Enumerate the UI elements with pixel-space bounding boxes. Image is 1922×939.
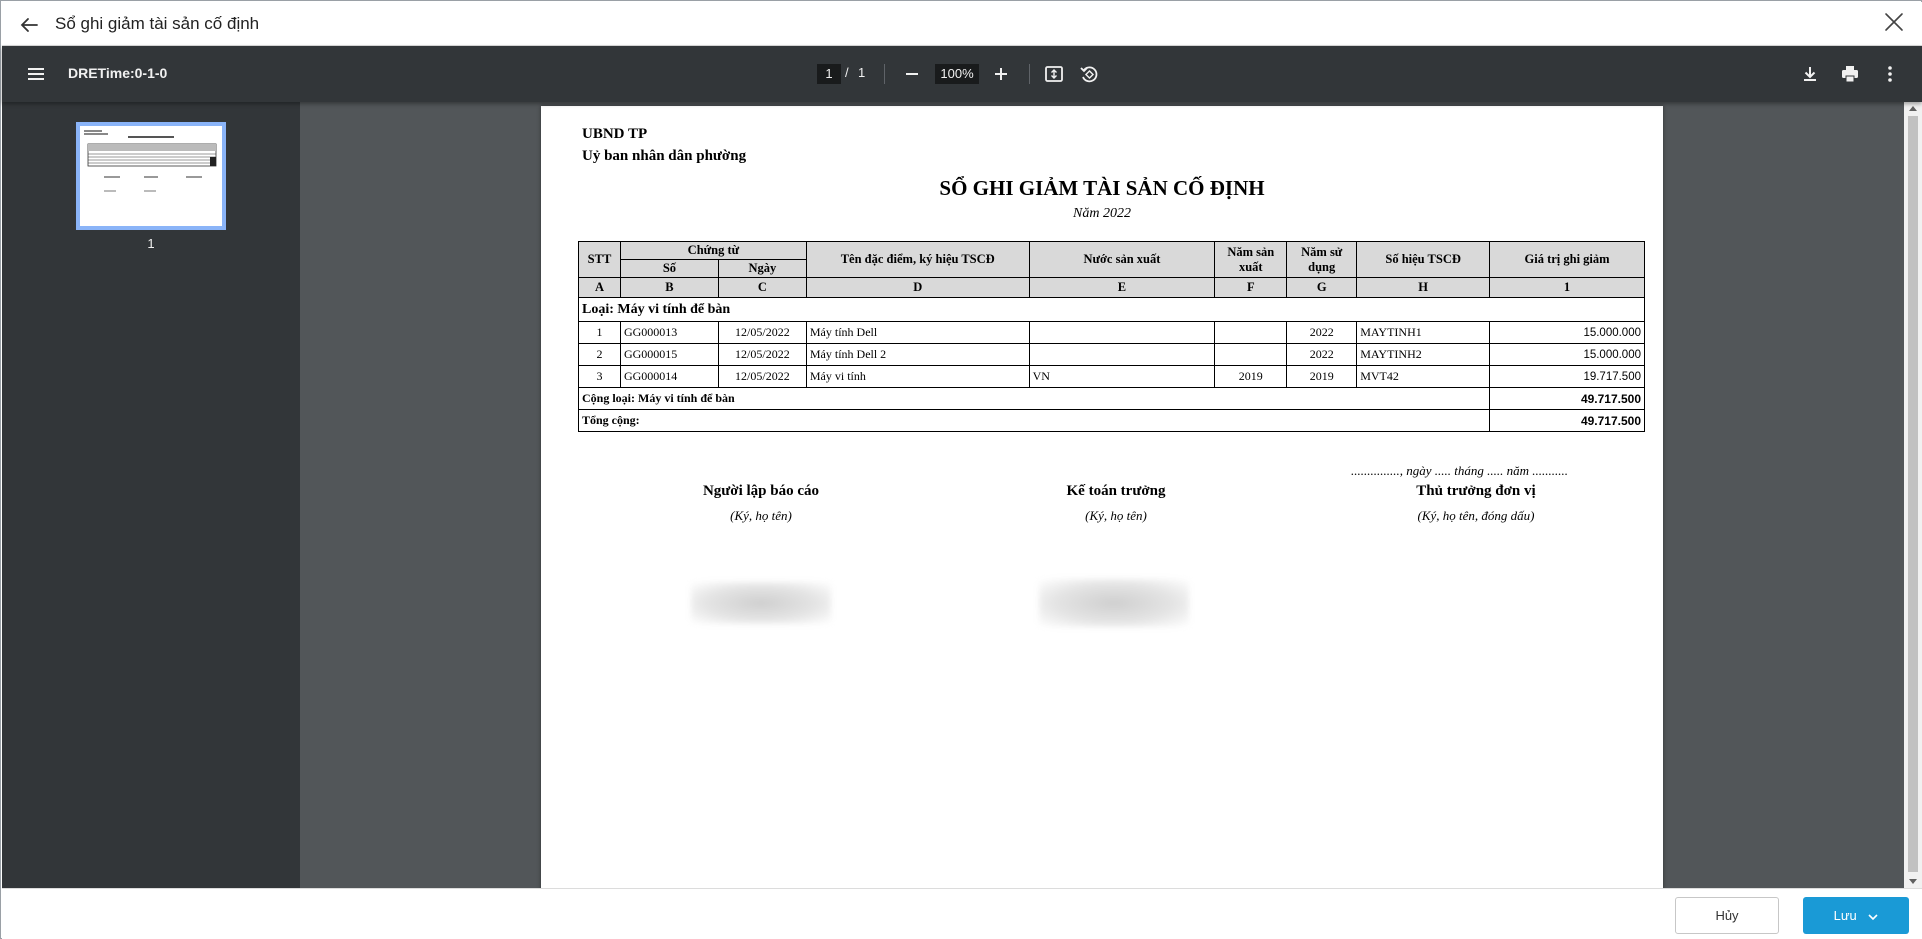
vertical-scrollbar[interactable] bbox=[1904, 102, 1922, 888]
header-gia-tri: Giá trị ghi giảm bbox=[1490, 242, 1645, 278]
save-button[interactable] bbox=[1803, 897, 1909, 934]
cell-stt: 3 bbox=[579, 366, 621, 388]
document-title: DRETime:0-1-0 bbox=[68, 65, 168, 81]
cell-ngay: 12/05/2022 bbox=[718, 344, 806, 366]
signer-chief-accountant bbox=[986, 483, 1246, 524]
scroll-down-arrow-icon[interactable] bbox=[1909, 879, 1917, 884]
header-stt: STT bbox=[579, 242, 621, 278]
signer-title: Kế toán trưởng bbox=[1066, 483, 1166, 499]
cell-ten: Máy vi tính bbox=[806, 366, 1029, 388]
page-thumbnail[interactable] bbox=[76, 122, 226, 230]
cell-so-hieu: MVT42 bbox=[1357, 366, 1490, 388]
cell-so-hieu: MAYTINH1 bbox=[1357, 322, 1490, 344]
pdf-page bbox=[541, 106, 1663, 888]
table-row bbox=[579, 344, 1645, 366]
header-so: Số bbox=[620, 260, 718, 278]
cell-ngay: 12/05/2022 bbox=[718, 366, 806, 388]
group-label: Loại: Máy vi tính để bàn bbox=[579, 298, 1645, 322]
thumbnail-sidebar bbox=[2, 102, 300, 888]
header-nam-sd: Năm sử dụng bbox=[1287, 242, 1357, 278]
total-row bbox=[579, 410, 1645, 432]
org-line-1: UBND TP bbox=[582, 126, 648, 142]
signer-preparer bbox=[631, 483, 891, 524]
cell-nam-sd: 2022 bbox=[1287, 344, 1357, 366]
cell-so-hieu: MAYTINH2 bbox=[1357, 344, 1490, 366]
download-icon[interactable] bbox=[1796, 60, 1824, 88]
close-icon[interactable] bbox=[1880, 8, 1908, 36]
cell-so: GG000013 bbox=[620, 322, 718, 344]
header-chung-tu: Chứng từ bbox=[620, 242, 806, 260]
dialog-footer bbox=[2, 888, 1922, 939]
cancel-button[interactable]: Hủy bbox=[1675, 897, 1779, 934]
code-cell: E bbox=[1029, 278, 1215, 298]
subtotal-row bbox=[579, 388, 1645, 410]
redacted-signature bbox=[691, 582, 831, 624]
table-row bbox=[579, 322, 1645, 344]
cell-stt: 1 bbox=[579, 322, 621, 344]
cell-gia-tri: 15.000.000 bbox=[1490, 344, 1645, 366]
total-value: 49.717.500 bbox=[1490, 410, 1645, 432]
cell-so: GG000015 bbox=[620, 344, 718, 366]
org-line-2: Uỷ ban nhân dân phường bbox=[582, 148, 747, 164]
signer-note: (Ký, họ tên) bbox=[1085, 508, 1147, 523]
zoom-input[interactable]: 100% bbox=[935, 64, 979, 84]
rotate-icon[interactable] bbox=[1075, 60, 1103, 88]
cell-ngay: 12/05/2022 bbox=[718, 322, 806, 344]
save-button-label: Lưu bbox=[1833, 908, 1857, 923]
zoom-in-icon[interactable] bbox=[987, 60, 1015, 88]
cell-nam-sx bbox=[1215, 344, 1287, 366]
cell-nuoc bbox=[1029, 344, 1215, 366]
code-cell: H bbox=[1357, 278, 1490, 298]
print-icon[interactable] bbox=[1836, 60, 1864, 88]
cell-nam-sx: 2019 bbox=[1215, 366, 1287, 388]
scrollbar-thumb[interactable] bbox=[1908, 116, 1918, 872]
chevron-down-icon[interactable] bbox=[1868, 898, 1878, 935]
pdf-viewport bbox=[300, 102, 1904, 888]
signer-note: (Ký, họ tên) bbox=[730, 508, 792, 523]
signer-title: Người lập báo cáo bbox=[702, 483, 820, 499]
table-row bbox=[579, 366, 1645, 388]
code-cell: F bbox=[1215, 278, 1287, 298]
sign-date-line: ..............., ngày ..... tháng ..... năm ........... bbox=[1351, 463, 1569, 478]
code-cell: D bbox=[806, 278, 1029, 298]
signer-head-of-unit bbox=[1346, 483, 1606, 524]
report-year: Năm 2022 bbox=[1073, 206, 1131, 221]
signer-note: (Ký, họ tên, đóng dấu) bbox=[1417, 508, 1535, 523]
cell-ten: Máy tính Dell 2 bbox=[806, 344, 1029, 366]
subtotal-label: Cộng loại: Máy vi tính để bàn bbox=[579, 388, 1490, 410]
page-total: 1 bbox=[858, 65, 866, 80]
redacted-signature bbox=[1039, 579, 1189, 627]
header-so-hieu: Số hiệu TSCĐ bbox=[1357, 242, 1490, 278]
window-title: Sổ ghi giảm tài sản cố định bbox=[55, 14, 260, 33]
fit-page-icon[interactable] bbox=[1040, 60, 1068, 88]
page-separator: / bbox=[845, 65, 849, 80]
cell-gia-tri: 19.717.500 bbox=[1490, 366, 1645, 388]
cell-ten: Máy tính Dell bbox=[806, 322, 1029, 344]
cell-nuoc bbox=[1029, 322, 1215, 344]
title-bar bbox=[2, 2, 1922, 46]
report-heading: SỔ GHI GIẢM TÀI SẢN CỐ ĐỊNH bbox=[939, 176, 1265, 200]
cell-stt: 2 bbox=[579, 344, 621, 366]
menu-icon[interactable] bbox=[22, 60, 50, 88]
cell-gia-tri: 15.000.000 bbox=[1490, 322, 1645, 344]
toolbar-divider bbox=[1029, 64, 1030, 84]
cell-so: GG000014 bbox=[620, 366, 718, 388]
page-number-input[interactable]: 1 bbox=[817, 64, 841, 84]
subtotal-value: 49.717.500 bbox=[1490, 388, 1645, 410]
cell-nam-sd: 2022 bbox=[1287, 322, 1357, 344]
header-nam-sx: Năm sản xuất bbox=[1215, 242, 1287, 278]
pdf-toolbar bbox=[2, 46, 1922, 102]
back-arrow-icon[interactable] bbox=[16, 12, 42, 38]
code-cell: 1 bbox=[1490, 278, 1645, 298]
thumbnail-page-number: 1 bbox=[147, 236, 155, 251]
cell-nam-sx bbox=[1215, 322, 1287, 344]
scroll-up-arrow-icon[interactable] bbox=[1909, 106, 1917, 111]
code-cell: A bbox=[579, 278, 621, 298]
cell-nuoc: VN bbox=[1029, 366, 1215, 388]
toolbar-divider bbox=[884, 64, 885, 84]
cell-nam-sd: 2019 bbox=[1287, 366, 1357, 388]
code-cell: B bbox=[620, 278, 718, 298]
total-label: Tổng cộng: bbox=[579, 410, 1490, 432]
header-ten: Tên đặc điểm, ký hiệu TSCĐ bbox=[806, 242, 1029, 278]
signer-title: Thủ trưởng đơn vị bbox=[1416, 483, 1536, 499]
code-cell: C bbox=[718, 278, 806, 298]
zoom-out-icon[interactable] bbox=[898, 60, 926, 88]
more-vert-icon[interactable] bbox=[1876, 60, 1904, 88]
code-cell: G bbox=[1287, 278, 1357, 298]
header-ngay: Ngày bbox=[718, 260, 806, 278]
asset-reduction-table bbox=[578, 241, 1645, 432]
header-nuoc: Nước sản xuất bbox=[1029, 242, 1215, 278]
